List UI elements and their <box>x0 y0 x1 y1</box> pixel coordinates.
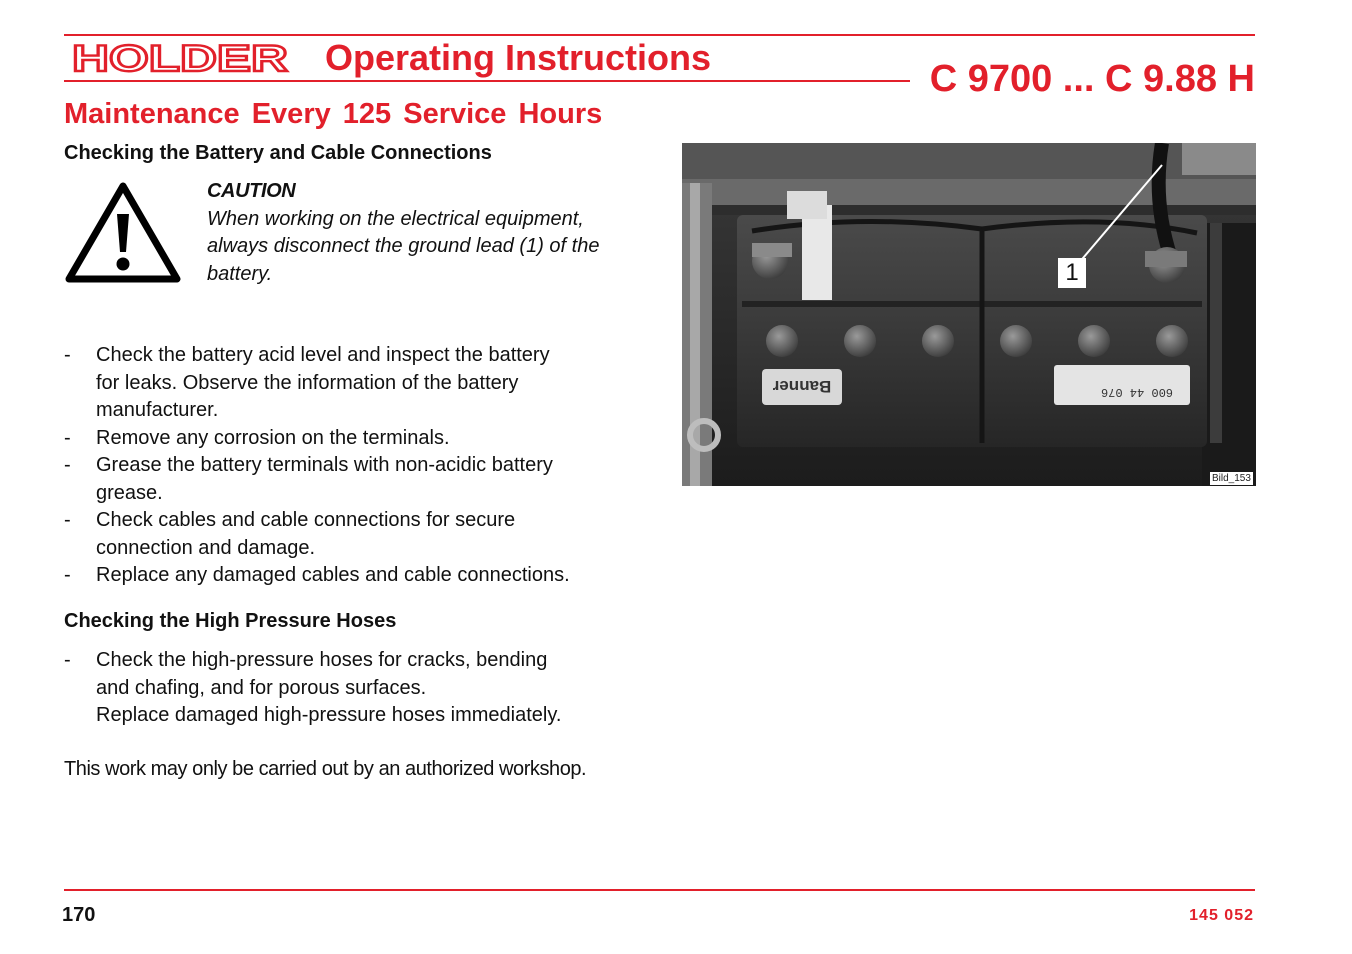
list-item <box>64 342 654 425</box>
hose-section-heading: Checking the High Pressure Hoses <box>64 610 397 632</box>
list-item <box>64 507 654 562</box>
battery-brand-label: Banner <box>772 377 832 396</box>
list-item-line: manufacturer. <box>96 399 219 421</box>
list-item-line: Check cables and cable connections for secure <box>96 509 516 531</box>
list-dash: - <box>64 564 71 586</box>
list-item-line: Remove any corrosion on the terminals. <box>96 426 450 449</box>
hose-steps-list <box>64 647 654 730</box>
section-title: Maintenance Every 125 Service Hours <box>64 98 603 130</box>
model-range: C 9700 ... C 9.88 H <box>929 58 1255 100</box>
warning-triangle-icon <box>64 180 182 284</box>
list-item-line: Check the battery acid level and inspect the battery <box>96 344 550 366</box>
list-item-line: grease. <box>96 481 163 504</box>
list-item-line: for leaks. Observe the information of the battery <box>96 371 519 394</box>
battery-steps-list <box>64 342 654 590</box>
caution-line: battery. <box>207 262 273 285</box>
list-item-line: Grease the battery terminals with non-acidic battery <box>96 454 553 476</box>
list-item-line: Replace any damaged cables and cable connections. <box>96 564 570 586</box>
list-item-line: and chafing, and for porous surfaces. <box>96 676 427 699</box>
list-dash: - <box>64 509 71 531</box>
header-title-rule <box>64 80 910 82</box>
list-dash: - <box>64 426 71 449</box>
list-dash: - <box>64 344 71 366</box>
list-item-line: Check the high-pressure hoses for cracks, bending <box>96 649 548 671</box>
caution-line: When working on the electrical equipment, <box>207 207 584 230</box>
brand-wordmark: HOLDER <box>72 41 288 77</box>
list-dash: - <box>64 649 71 671</box>
caution-title: CAUTION <box>207 180 296 202</box>
list-dash: - <box>64 454 71 476</box>
caution-line: always disconnect the ground lead (1) of the <box>207 235 600 257</box>
page-number: 170 <box>62 904 96 926</box>
callout-label-1: 1 <box>1058 258 1086 288</box>
caution-notice <box>207 178 657 288</box>
document-number: 145 052 <box>1189 907 1254 924</box>
holder-logo <box>72 41 290 77</box>
list-item <box>64 425 654 453</box>
battery-photo <box>682 143 1256 486</box>
list-item <box>64 452 654 507</box>
list-item-line: Replace damaged high-pressure hoses immediately. <box>96 704 562 726</box>
list-item-line: connection and damage. <box>96 536 316 559</box>
battery-section-heading: Checking the Battery and Cable Connections <box>64 142 492 164</box>
photo-reference: Bild_153 <box>1212 473 1251 484</box>
battery-code-label: 600 44 076 <box>1100 385 1174 399</box>
list-item <box>64 562 654 590</box>
list-item <box>64 647 654 730</box>
workshop-note: This work may only be carried out by an authorized workshop. <box>64 758 587 780</box>
document-title: Operating Instructions <box>325 37 712 78</box>
footer-rule <box>64 889 1255 891</box>
